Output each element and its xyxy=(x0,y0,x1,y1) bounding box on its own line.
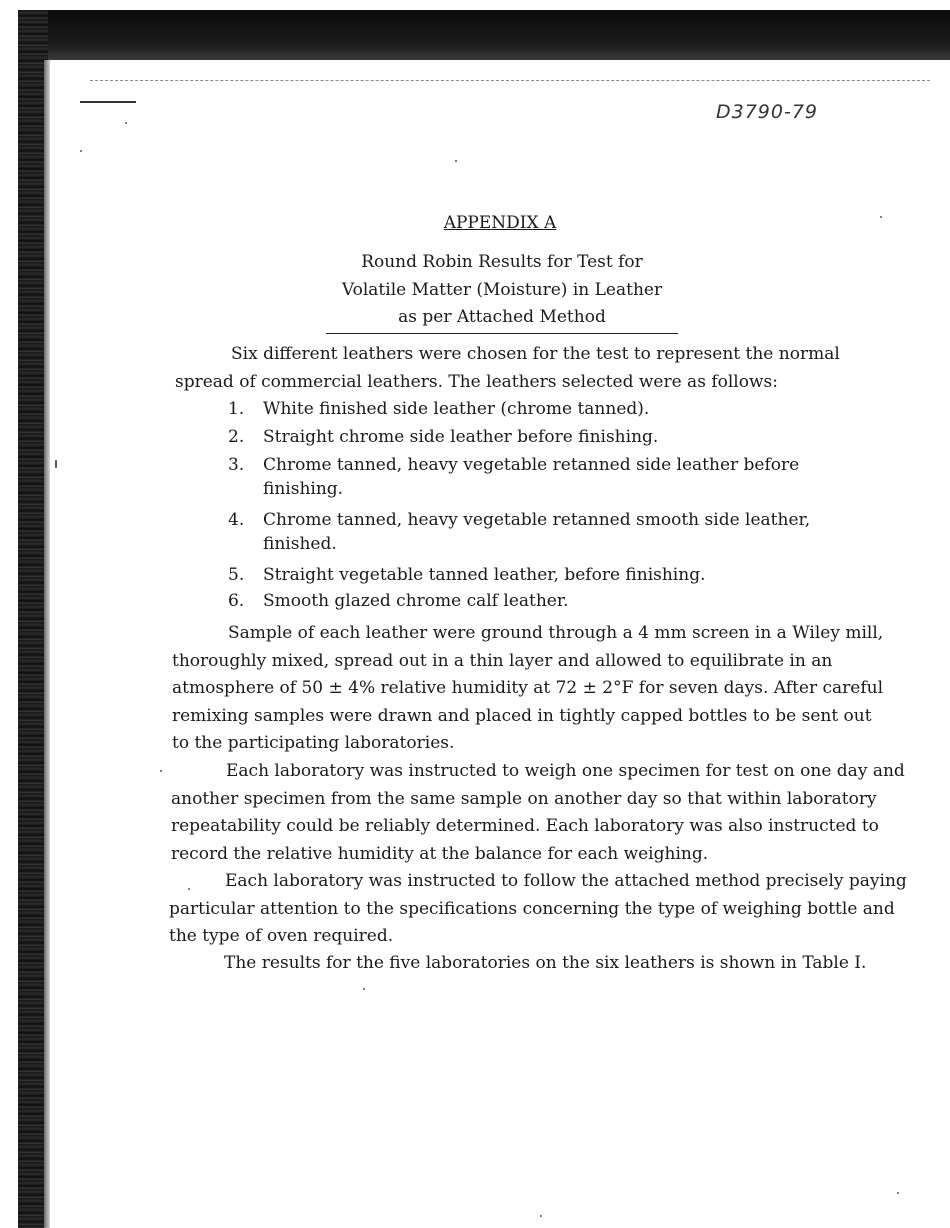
appendix-heading xyxy=(0,213,950,233)
scan-speck xyxy=(55,460,57,468)
scan-speck xyxy=(160,770,162,772)
list-item xyxy=(228,453,868,501)
list-text: Chrome tanned, heavy vegetable retanned side leather before finishing. xyxy=(263,455,800,499)
title-line: Volatile Matter (Moisture) in Leather xyxy=(341,279,663,300)
list-number: 4. xyxy=(228,510,245,530)
list-item xyxy=(228,563,868,587)
weighing-paragraph: Each laboratory was instructed to weigh one specimen for test on one day and another specimen from the same sample on another day so that within laboratory repeatability could be reliably determined. Each laboratory was also instructed to record the relative humidity at the balance for each weighing. xyxy=(171,761,905,864)
appendix-label: APPENDIX A xyxy=(443,213,557,233)
scan-left-shadow xyxy=(44,60,50,1228)
list-number: 6. xyxy=(228,591,245,611)
list-number: 5. xyxy=(228,565,245,585)
results-paragraph: The results for the five laboratories on the six leathers is shown in Table I. xyxy=(224,953,867,973)
title-line: Round Robin Results for Test for xyxy=(361,252,643,272)
scan-dash-mark xyxy=(80,101,136,103)
method-paragraph: Each laboratory was instructed to follow the attached method precisely paying particular attention to the specifications concerning the type of weighing bottle and the type of oven required. xyxy=(169,871,907,946)
intro-paragraph: Six different leathers were chosen for the test to represent the normal spread of commercial leathers. The leathers selected were as follows: xyxy=(175,344,840,392)
scan-top-border xyxy=(18,10,950,60)
list-number: 3. xyxy=(228,455,245,475)
title-line: as per Attached Method xyxy=(398,307,606,327)
scan-speck xyxy=(125,122,127,124)
scan-speck xyxy=(540,1215,542,1217)
scan-speck xyxy=(363,988,365,990)
sample-paragraph: Sample of each leather were ground through a 4 mm screen in a Wiley mill, thoroughly mixed, spread out in a thin layer and allowed to equilibrate in an atmosphere of 50 ± 4% relative humidity at 72 ± 2°F for seven days. After careful remixing samples were drawn and placed in tightly capped bottles to be sent out to the participating laboratories. xyxy=(172,623,884,753)
list-text: Straight vegetable tanned leather, before finishing. xyxy=(263,565,706,585)
list-item xyxy=(228,425,868,449)
scan-speck xyxy=(897,1192,899,1194)
scan-speck xyxy=(80,150,82,152)
document-title xyxy=(326,249,678,334)
scan-speck xyxy=(455,160,457,162)
list-item xyxy=(228,397,868,421)
list-text: Smooth glazed chrome calf leather. xyxy=(263,591,569,611)
list-item xyxy=(228,589,868,613)
list-text: White finished side leather (chrome tanned). xyxy=(263,399,650,419)
document-id: D3790-79 xyxy=(716,101,819,123)
scan-dashed-rule xyxy=(90,80,930,81)
list-item xyxy=(228,508,868,556)
list-text: Straight chrome side leather before finishing. xyxy=(263,427,659,447)
list-text: Chrome tanned, heavy vegetable retanned smooth side leather, finished. xyxy=(263,510,811,554)
list-number: 2. xyxy=(228,427,245,447)
list-number: 1. xyxy=(228,399,245,419)
